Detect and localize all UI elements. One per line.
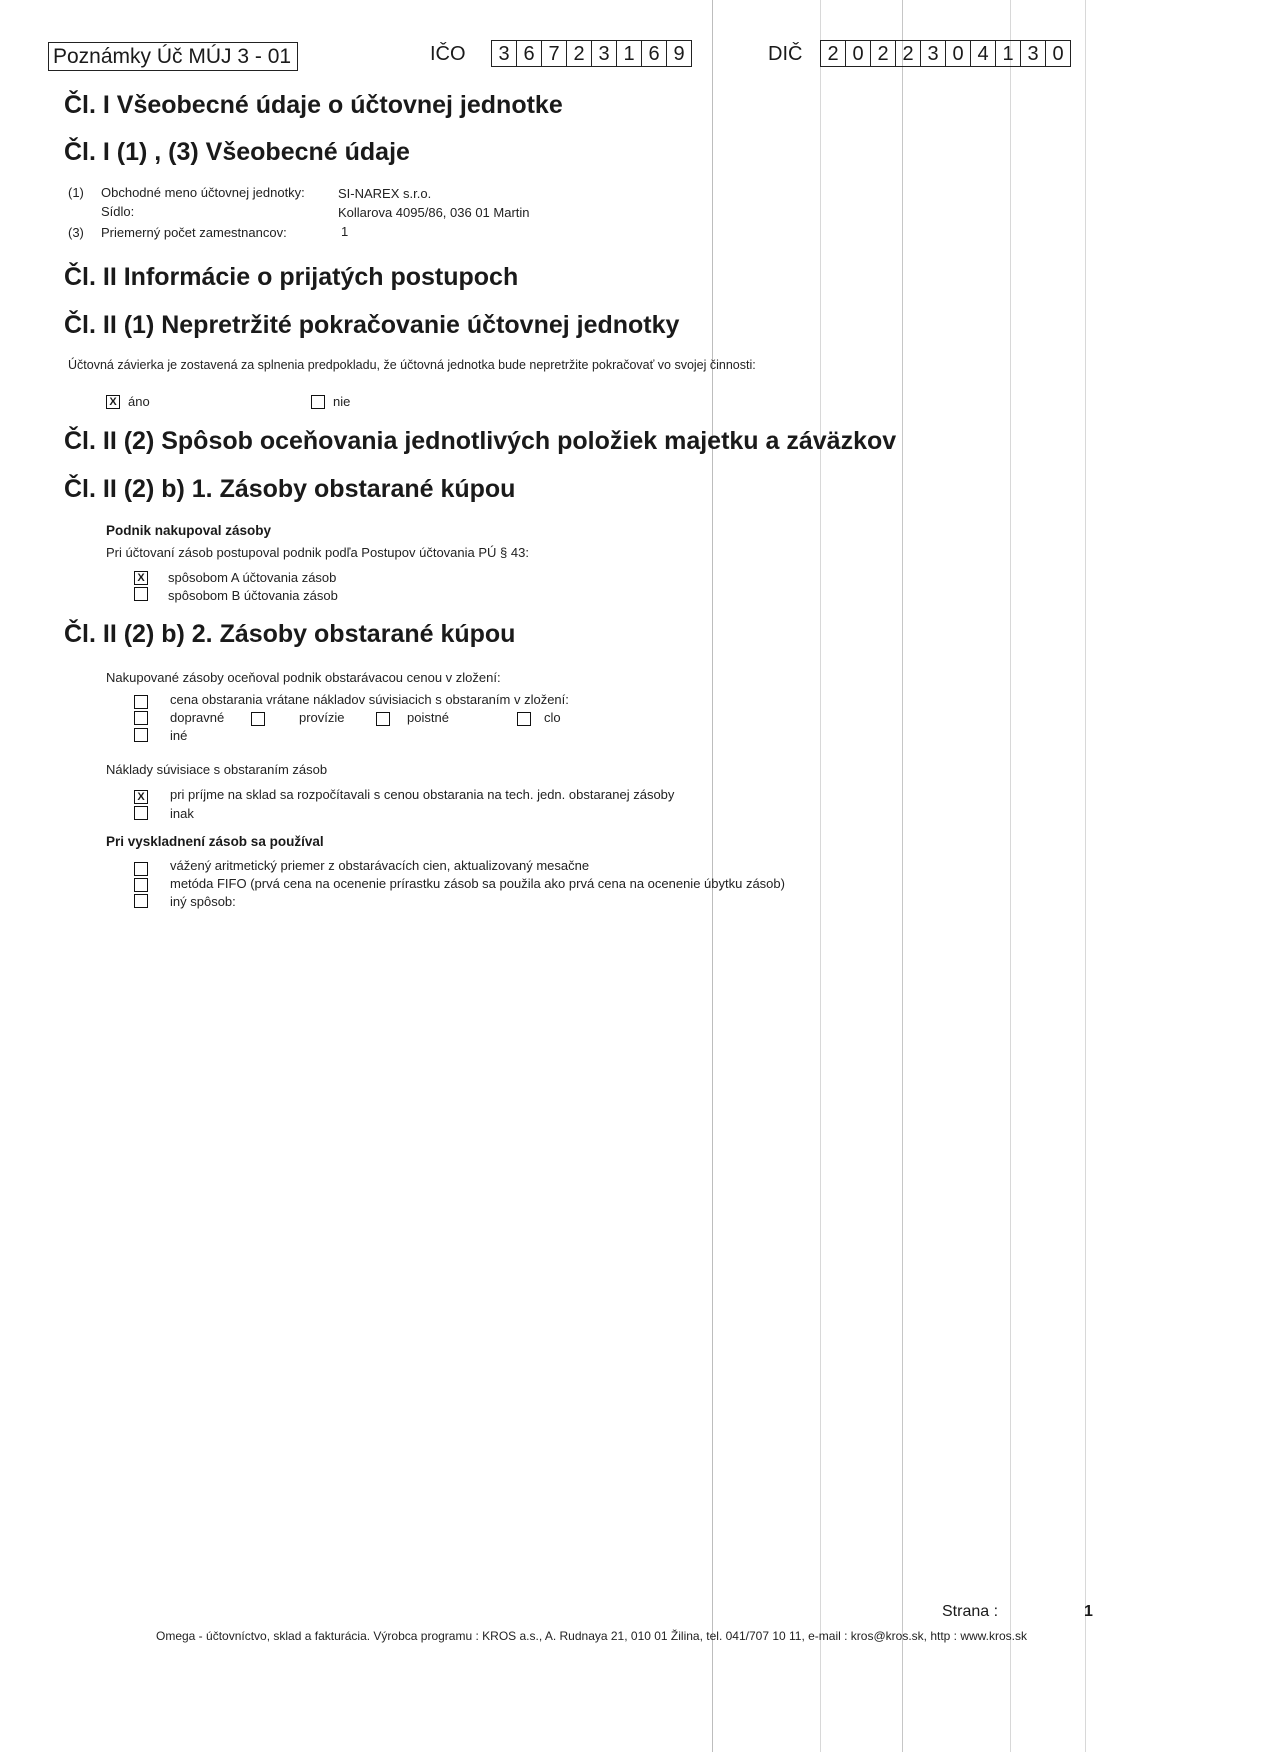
field-label: Sídlo: bbox=[101, 204, 135, 219]
ico-digit: 6 bbox=[516, 41, 541, 66]
checkbox-label: spôsobom A účtovania zásob bbox=[168, 570, 337, 585]
checkbox-fifo[interactable] bbox=[134, 878, 148, 892]
checkbox-label: iný spôsob: bbox=[170, 894, 236, 909]
page-label: Strana : bbox=[942, 1603, 999, 1620]
ico-digit: 2 bbox=[566, 41, 591, 66]
dic-digit: 2 bbox=[827, 43, 839, 65]
ico-digit: 3 bbox=[591, 41, 616, 66]
field-value: SI-NAREX s.r.o. bbox=[338, 186, 432, 201]
field-value: 1 bbox=[341, 224, 349, 239]
subsection-heading: Podnik nakupoval zásoby bbox=[106, 523, 272, 538]
checkbox-cost-allocation[interactable]: X bbox=[134, 790, 148, 804]
document-label: Poznámky Úč MÚJ 3 - 01 bbox=[48, 42, 298, 71]
checkbox-label: provízie bbox=[299, 710, 345, 725]
checkbox-label: nie bbox=[333, 394, 351, 409]
subsection-heading: Pri vyskladnení zásob sa používal bbox=[106, 834, 324, 849]
section-heading: Čl. II (2) b) 2. Zásoby obstarané kúpou bbox=[64, 620, 516, 648]
dic-digit: 0 bbox=[1045, 41, 1070, 66]
section-heading: Čl. II (2) Spôsob oceňovania jednotlivých položiek majetku a záväzkov bbox=[64, 427, 897, 455]
checkbox-label: inak bbox=[170, 806, 194, 821]
continuity-text: Účtovná závierka je zostavená za splnenia predpokladu, že účtovná jednotka bude nepretržite pokračovať vo svojej činnosti: bbox=[68, 358, 756, 372]
section-heading: Čl. II Informácie o prijatých postupoch bbox=[64, 263, 519, 291]
dic-digits bbox=[820, 40, 1071, 67]
dic-digit: 3 bbox=[1020, 41, 1045, 66]
item-number: (1) bbox=[68, 185, 84, 200]
dic-digit: 0 bbox=[945, 41, 970, 66]
checkbox-label: spôsobom B účtovania zásob bbox=[168, 588, 338, 603]
checkbox-label: metóda FIFO (prvá cena na ocenenie prírastku zásob sa použila ako prvá cena na ocenenie úbytku zásob) bbox=[170, 876, 785, 891]
checkbox-label: clo bbox=[544, 710, 561, 725]
checkbox-weighted-average[interactable] bbox=[134, 862, 148, 876]
dic-label: DIČ bbox=[768, 43, 803, 65]
section-heading: Čl. I Všeobecné údaje o účtovnej jednotke bbox=[64, 91, 563, 119]
field-label: Priemerný počet zamestnancov: bbox=[101, 225, 287, 240]
dic-digit: 1 bbox=[995, 41, 1020, 66]
checkbox-other[interactable] bbox=[134, 728, 148, 742]
checkbox-commission[interactable] bbox=[376, 712, 390, 726]
checkbox-method-b[interactable] bbox=[134, 587, 148, 601]
field-label: Obchodné meno účtovnej jednotky: bbox=[101, 185, 305, 200]
checkbox-label: iné bbox=[170, 728, 188, 743]
checkbox-insurance[interactable] bbox=[517, 712, 531, 726]
inventory-intro: Pri účtovaní zásob postupoval podnik podľa Postupov účtovania PÚ § 43: bbox=[106, 545, 529, 560]
section-heading: Čl. II (1) Nepretržité pokračovanie účtovnej jednotky bbox=[64, 311, 680, 339]
checkbox-yes[interactable]: X bbox=[106, 395, 120, 409]
checkbox-cost-otherwise[interactable] bbox=[134, 806, 148, 820]
scan-line bbox=[902, 0, 903, 1752]
checkbox-label: poistné bbox=[407, 710, 449, 725]
checkbox-other-method[interactable] bbox=[134, 894, 148, 908]
ico-digit: 6 bbox=[641, 41, 666, 66]
page-number: 1 bbox=[1084, 1603, 1093, 1620]
section-heading: Čl. II (2) b) 1. Zásoby obstarané kúpou bbox=[64, 475, 516, 503]
ico-label: IČO bbox=[430, 43, 466, 65]
checkbox-label: cena obstarania vrátane nákladov súvisiacich s obstaraním v zložení: bbox=[170, 692, 569, 707]
item-number: (3) bbox=[68, 225, 84, 240]
dic-digit: 0 bbox=[845, 41, 870, 66]
checkbox-label: dopravné bbox=[170, 710, 225, 725]
dic-digit: 2 bbox=[870, 41, 895, 66]
subsection-heading: Náklady súvisiace s obstaraním zásob bbox=[106, 762, 328, 777]
ico-digit: 9 bbox=[666, 41, 691, 66]
checkbox-cost-row[interactable] bbox=[134, 711, 148, 725]
checkbox-freight[interactable] bbox=[251, 712, 265, 726]
checkbox-method-a[interactable]: X bbox=[134, 571, 148, 585]
checkbox-label: vážený aritmetický priemer z obstarávacích cien, aktualizovaný mesačne bbox=[170, 858, 590, 873]
checkbox-label: pri príjme na sklad sa rozpočítavali s cenou obstarania na tech. jedn. obstaranej zásoby bbox=[170, 787, 675, 802]
ico-digit: 1 bbox=[616, 41, 641, 66]
inventory-intro: Nakupované zásoby oceňoval podnik obstarávacou cenou v zložení: bbox=[106, 670, 501, 685]
field-value: Kollarova 4095/86, 036 01 Martin bbox=[338, 205, 530, 220]
dic-digit: 3 bbox=[920, 41, 945, 66]
scan-line bbox=[820, 0, 821, 1752]
checkbox-cost-composition[interactable] bbox=[134, 695, 148, 709]
scan-line bbox=[1085, 0, 1086, 1752]
checkbox-no[interactable] bbox=[311, 395, 325, 409]
ico-digit: 3 bbox=[498, 43, 510, 65]
ico-digits bbox=[491, 40, 692, 67]
dic-digit: 4 bbox=[970, 41, 995, 66]
ico-digit: 7 bbox=[541, 41, 566, 66]
section-heading: Čl. I (1) , (3) Všeobecné údaje bbox=[64, 138, 410, 166]
scan-line bbox=[1010, 0, 1011, 1752]
checkbox-label: áno bbox=[128, 394, 150, 409]
producer-info: Omega - účtovníctvo, sklad a fakturácia. Výrobca programu : KROS a.s., A. Rudnaya 21, 010 01 Žilina, tel. 041/707 10 11, e-mail : kros@kros.sk, http : www.kros.sk bbox=[156, 1629, 1028, 1643]
dic-digit: 2 bbox=[895, 41, 920, 66]
